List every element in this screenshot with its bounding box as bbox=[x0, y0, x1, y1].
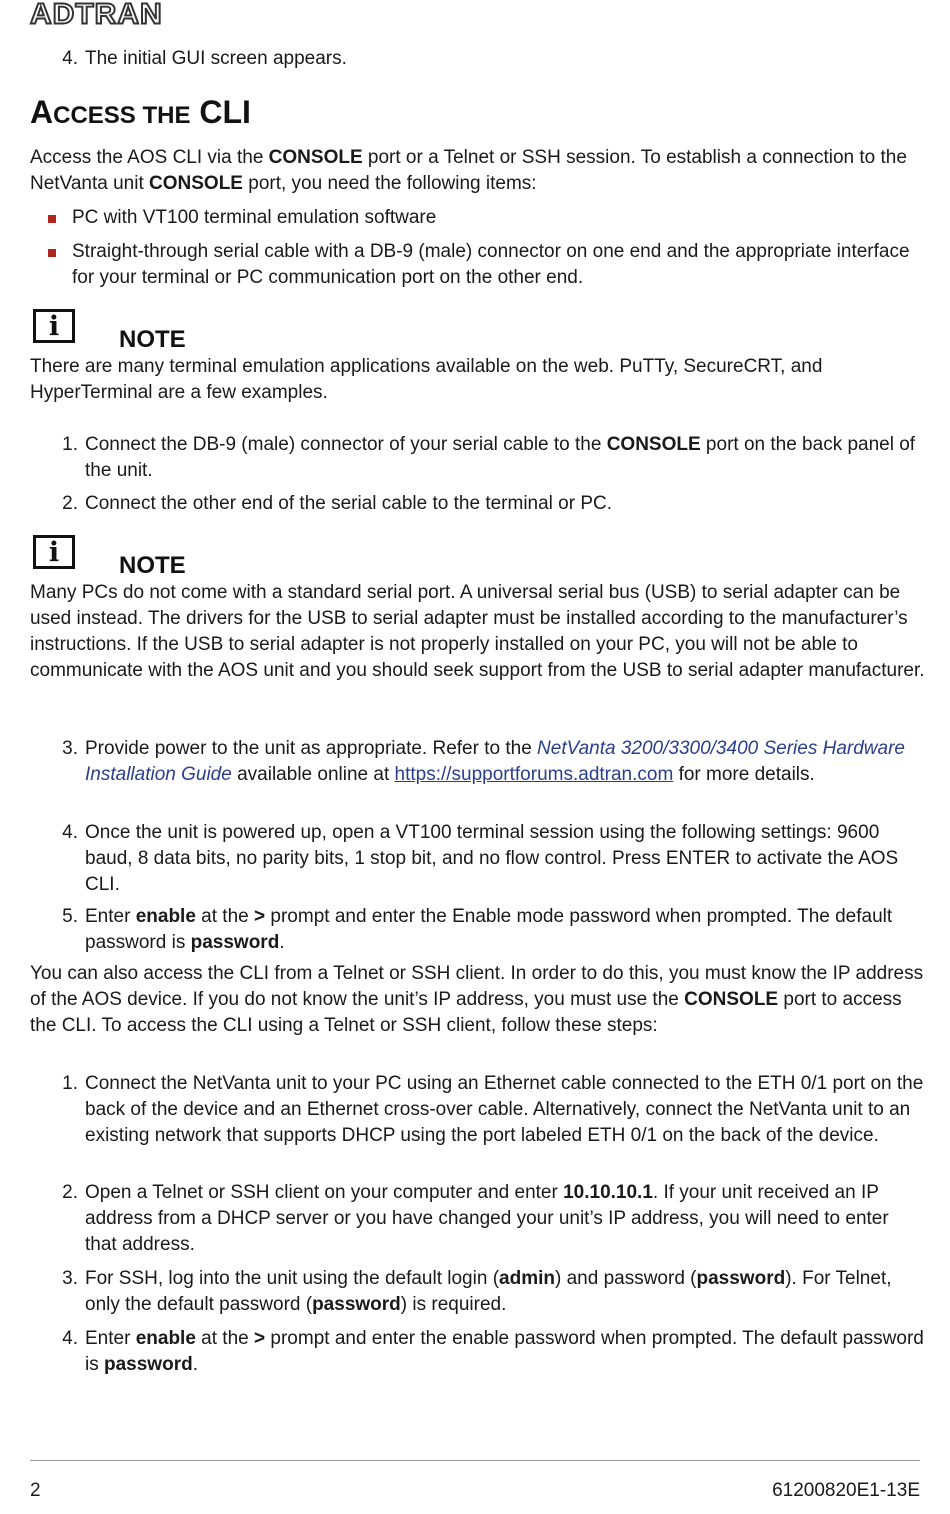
note-text: Many PCs do not come with a standard serial port. A universal serial bus (USB) to serial adapter can be used instead. The drivers for the USB to serial adapter must be installed according to the manufacturer’s instructions. If the USB to serial adapter is not properly installed on your PC, you will not be able to communicate with the AOS unit and you should seek support from the USB to serial adapter manufacturer. bbox=[30, 582, 925, 681]
note-text: There are many terminal emulation applications available on the web. PuTTy, SecureCRT, and HyperTerminal are a few examples. bbox=[30, 356, 823, 403]
step-number: 4. bbox=[62, 48, 78, 69]
support-url-link[interactable]: https://supportforums.adtran.com bbox=[394, 764, 674, 785]
bullet-marker bbox=[48, 249, 56, 257]
info-icon: i bbox=[33, 309, 75, 343]
adtran-logo: ADTRAN bbox=[30, 0, 163, 31]
note-label: NOTE bbox=[119, 552, 186, 579]
telnet-paragraph: You can also access the CLI from a Telnet or SSH client. In order to do this, you must know the IP address of the AOS device. If you do not know the unit’s IP address, you must use the CONSOLE port to access the CLI. To access the CLI using a Telnet or SSH client, follow these steps: bbox=[30, 963, 924, 1036]
bullet-marker bbox=[48, 215, 56, 223]
guide-link[interactable]: NetVanta 3200/3300/3400 Series Hardware Installation Guide bbox=[85, 738, 905, 785]
section-heading: ACCESS THE CLI bbox=[30, 94, 251, 130]
document-page: ADTRAN 4. The initial GUI screen appears. ACCESS THE CLI Access the AOS CLI via the CONSOLE port or a Telnet or SSH session. To establish a connection to the NetVanta unit CONSOLE port, you need the following items: PC with VT100 terminal emulation software Straight-through serial cable with a DB-9 (male) connector on one end and the appropriate interface for your terminal or PC communication port on the other end. i NOTE There are many terminal emulation applications available on the web. PuTTy, SecureCRT, and HyperTerminal are a few examples. 1. Connect the DB-9 (male) connector of your serial cable to the CONSOLE port on the back panel of the unit. 2. Connect the other end of the serial cable to the terminal or PC. i NOTE Many PCs do not come with a standard serial port. A universal serial bus (USB) to serial adapter can be used instead. The drivers for the USB to serial adapter must be installed according to the manufacturer’s instructions. If the USB to serial adapter is not properly installed on your PC, you will not be able to communicate with the AOS unit and you should seek support from the USB to serial adapter manufacturer. 3. Provide power to the unit as appropriate. Refer to the NetVanta 3200/3300/3400 Series Hardware Installation Guide available online at https://supportforums.adtran.com for more details. 4. Once the unit is powered up, open a VT100 terminal session using the following settings: 9600 baud, 8 data bits, no parity bits, 1 stop bit, and no flow control. Press ENTER to activate the AOS CLI. 5. Enter enable at the > prompt and enter the Enable mode password when prompted. The default password is password. You can also access the CLI from a Telnet or SSH client. In order to do this, you must know the IP address of the AOS device. If you do not know the unit’s IP address, you must use the CONSOLE port to access the CLI. To access the CLI using a Telnet or SSH client, follow these steps: 1. Connect the NetVanta unit to your PC using an Ethernet cable connected to the ETH 0/1 port on the back of the device and an Ethernet cross-over cable. Alternatively, connect the NetVanta unit to an existing network that supports DHCP using the port labeled ETH 0/1 on the back of the device. 2. Open a Telnet or SSH client on your computer and enter 10.10.10.1. If your unit received an IP address from a DHCP server or you have changed your unit’s IP address, you will need to enter that address. 3. For SSH, log into the unit using the default login (admin) and password (password). For Telnet, only the default password (password) is required. 4. Enter enable at the > prompt and enter the enable password when prompted. The default password is password. 2 61200820E1-13E bbox=[0, 0, 950, 1514]
document-id: 61200820E1-13E bbox=[772, 1480, 920, 1501]
note-label: NOTE bbox=[119, 326, 186, 353]
step-text: The initial GUI screen appears. bbox=[85, 48, 347, 69]
access-paragraph: Access the AOS CLI via the CONSOLE port or a Telnet or SSH session. To establish a connection to the NetVanta unit CONSOLE port, you need the following items: bbox=[30, 147, 907, 194]
info-icon: i bbox=[33, 535, 75, 569]
page-number: 2 bbox=[30, 1480, 41, 1501]
footer-divider bbox=[30, 1460, 920, 1461]
